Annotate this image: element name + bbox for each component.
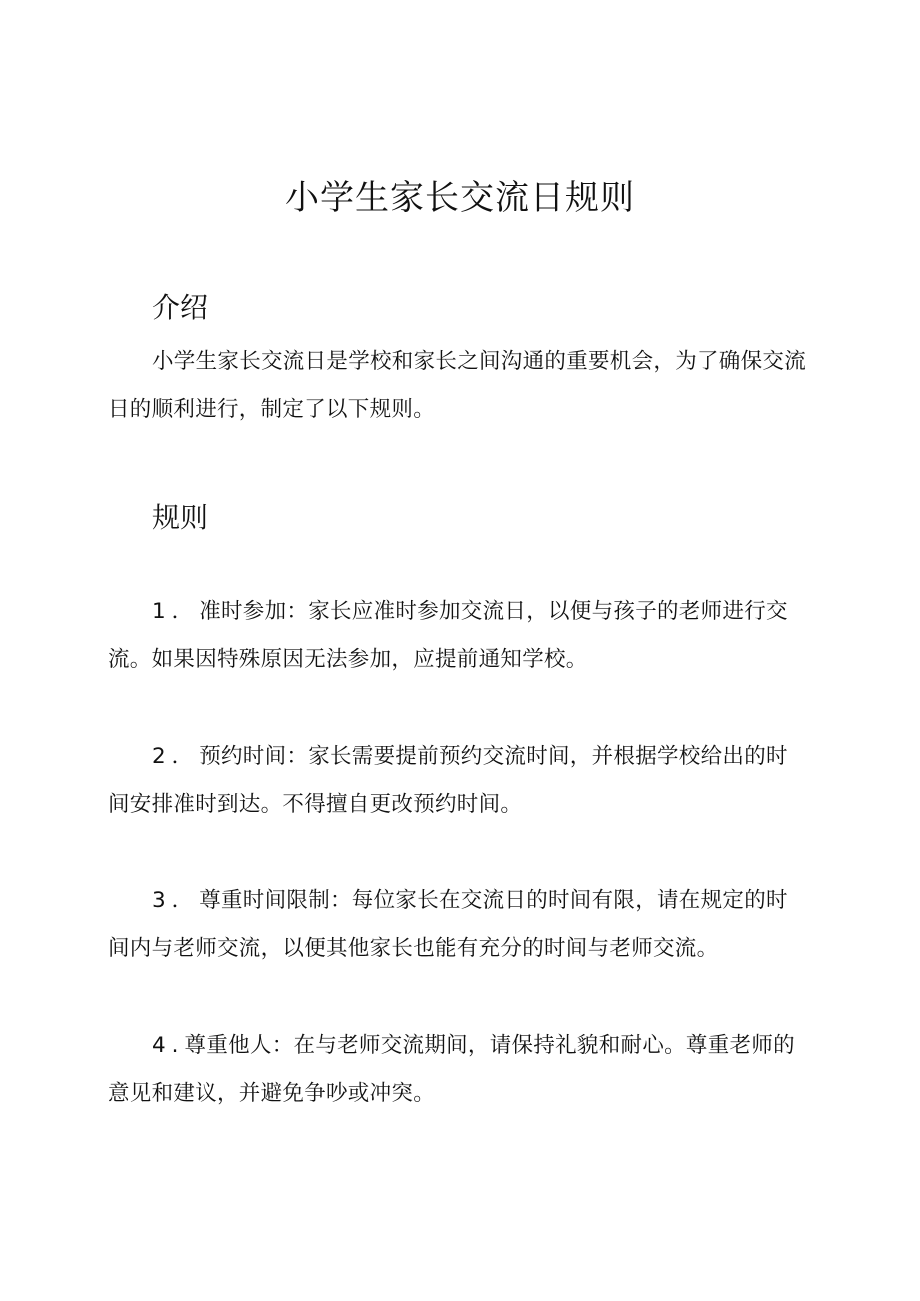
section-heading-intro: 介绍	[152, 291, 209, 324]
rule-text: 准时参加：家长应准时参加交流日，以便与孩子的老师进行交流。如果因特殊原因无法参加，应提前通知学校。	[108, 599, 788, 672]
rule-item-2	[108, 733, 808, 829]
rule-text: 尊重时间限制：每位家长在交流日的时间有限，请在规定的时间内与老师交流，以便其他家长也能有充分的时间与老师交流。	[108, 888, 788, 961]
rule-item-3	[108, 877, 808, 973]
rule-text: 尊重他人：在与老师交流期间，请保持礼貌和耐心。尊重老师的意见和建议，并避免争吵或冲突。	[108, 1033, 795, 1106]
intro-paragraph: 小学生家长交流日是学校和家长之间沟通的重要机会，为了确保交流日的顺利进行，制定了以下规则。	[108, 349, 807, 422]
rule-number: 1．	[152, 599, 200, 624]
rule-number: 2．	[152, 744, 200, 769]
rule-number: 4.	[152, 1033, 185, 1058]
section-heading-rules: 规则	[152, 501, 209, 534]
document-title: 小学生家长交流日规则	[285, 178, 635, 218]
rule-item-4	[108, 1022, 808, 1118]
rule-item-1	[108, 588, 808, 684]
rule-number: 3．	[152, 888, 200, 913]
rule-text: 预约时间：家长需要提前预约交流时间，并根据学校给出的时间安排准时到达。不得擅自更改预约时间。	[108, 744, 788, 817]
